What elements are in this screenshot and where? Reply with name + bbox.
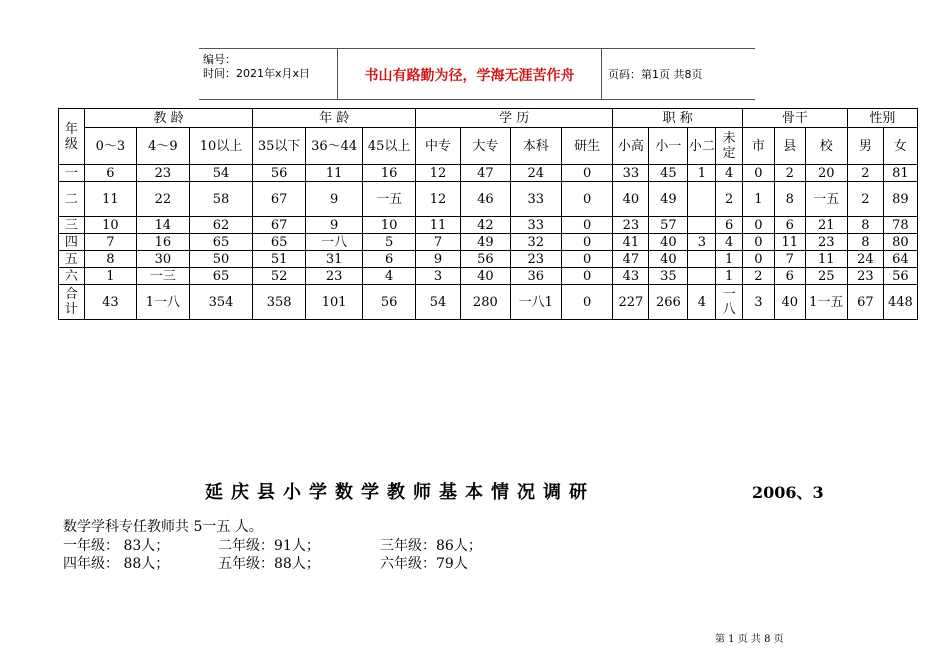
table-cell: 358 [253, 285, 305, 320]
subheader-cell: 女 [883, 128, 917, 165]
table-header-row [59, 109, 918, 128]
table-cell: 23 [510, 251, 561, 268]
table-cell: 4 [363, 268, 415, 285]
table-cell: 33 [613, 165, 649, 182]
page-code: 页码：第1页 共8页 [608, 68, 703, 81]
document-date: 2006、3 [752, 483, 824, 502]
table-cell: 22 [137, 182, 189, 217]
subheader-cell: 研生 [561, 128, 612, 165]
table-cell: 0 [742, 251, 774, 268]
table-cell: 9 [415, 251, 460, 268]
table-cell: 56 [883, 268, 917, 285]
gender-header: 性别 [847, 109, 917, 128]
table-cell: 3 [742, 285, 774, 320]
table-cell: 8 [84, 251, 136, 268]
table-cell: 23 [137, 165, 189, 182]
table-cell: 0 [561, 285, 612, 320]
table-cell: 6 [716, 217, 743, 234]
table-cell: 7 [84, 234, 136, 251]
table-cell: 45 [649, 165, 688, 182]
table-cell: 6 [774, 217, 805, 234]
subheader-cell: 小高 [613, 128, 649, 165]
row-grade-cell: 一 [59, 165, 85, 182]
table-cell: 49 [461, 234, 510, 251]
table-cell: 7 [774, 251, 805, 268]
document-title: 延庆县小学数学教师基本情况调研 [205, 482, 595, 503]
table-cell: 65 [253, 234, 305, 251]
table-cell: 16 [137, 234, 189, 251]
table-cell: 2 [774, 165, 805, 182]
table-row [59, 285, 918, 320]
table-cell: 2 [847, 182, 883, 217]
subheader-cell: 县 [774, 128, 805, 165]
subheader-cell: 4～9 [137, 128, 189, 165]
table-cell: 40 [613, 182, 649, 217]
table-cell: 10 [363, 217, 415, 234]
table-cell: 43 [84, 285, 136, 320]
table-cell: 1一八 [137, 285, 189, 320]
table-cell: 1 [84, 268, 136, 285]
table-cell: 266 [649, 285, 688, 320]
table-cell: 一五 [363, 182, 415, 217]
grade-count-3: 三年级：86人； [380, 538, 482, 554]
table-cell: 0 [561, 182, 612, 217]
table-cell: 354 [189, 285, 253, 320]
subheader-cell: 大专 [461, 128, 510, 165]
table-cell: 14 [137, 217, 189, 234]
table-cell: 50 [189, 251, 253, 268]
table-cell: 0 [561, 217, 612, 234]
subheader-cell: 中专 [415, 128, 460, 165]
table-cell: 280 [461, 285, 510, 320]
table-cell: 23 [613, 217, 649, 234]
table-cell: 40 [649, 234, 688, 251]
education-header: 学 历 [415, 109, 612, 128]
table-cell: 57 [649, 217, 688, 234]
table-cell [688, 268, 716, 285]
subheader-cell: 未定 [716, 128, 743, 165]
subheader-cell: 小二 [688, 128, 716, 165]
table-row [59, 217, 918, 234]
table-cell: 54 [189, 165, 253, 182]
table-cell: 4 [716, 165, 743, 182]
table-cell: 40 [461, 268, 510, 285]
table-cell: 52 [253, 268, 305, 285]
table-cell: 33 [510, 182, 561, 217]
table-cell: 56 [461, 251, 510, 268]
table-cell: 6 [363, 251, 415, 268]
table-cell: 2 [847, 165, 883, 182]
table-cell: 78 [883, 217, 917, 234]
table-cell: 101 [305, 285, 363, 320]
table-cell: 5 [363, 234, 415, 251]
header-page-cell [602, 49, 755, 99]
table-cell: 47 [613, 251, 649, 268]
age-header: 年 龄 [253, 109, 416, 128]
table-cell: 58 [189, 182, 253, 217]
table-cell: 一八1 [510, 285, 561, 320]
motto-text: 书山有路勤为径，学海无涯苦作舟 [364, 68, 575, 84]
table-cell: 11 [415, 217, 460, 234]
subheader-cell: 小一 [649, 128, 688, 165]
table-cell: 0 [742, 165, 774, 182]
row-grade-cell: 合计 [59, 285, 85, 320]
table-cell: 11 [84, 182, 136, 217]
row-grade-cell: 四 [59, 234, 85, 251]
table-cell: 65 [189, 234, 253, 251]
table-cell: 1一五 [805, 285, 847, 320]
table-cell: 3 [688, 234, 716, 251]
table-cell: 20 [805, 165, 847, 182]
table-cell: 0 [742, 234, 774, 251]
table-cell: 6 [774, 268, 805, 285]
table-cell: 81 [883, 165, 917, 182]
table-cell: 42 [461, 217, 510, 234]
subheader-cell: 45以上 [363, 128, 415, 165]
table-cell: 一八 [716, 285, 743, 320]
table-row [59, 234, 918, 251]
table-cell: 8 [774, 182, 805, 217]
table-cell: 2 [716, 182, 743, 217]
table-cell: 0 [561, 165, 612, 182]
table-cell: 4 [716, 234, 743, 251]
doc-time-label: 时间：2021年x月x日 [203, 67, 311, 80]
table-cell: 16 [363, 165, 415, 182]
table-cell: 0 [742, 217, 774, 234]
subheader-cell: 0～3 [84, 128, 136, 165]
table-cell: 35 [649, 268, 688, 285]
table-cell: 49 [649, 182, 688, 217]
row-grade-cell: 三 [59, 217, 85, 234]
table-cell: 1 [716, 251, 743, 268]
table-cell: 1 [742, 182, 774, 217]
table-cell: 11 [805, 251, 847, 268]
table-cell: 3 [415, 268, 460, 285]
subheader-cell: 男 [847, 128, 883, 165]
table-cell: 31 [305, 251, 363, 268]
subheader-cell: 35以下 [253, 128, 305, 165]
table-cell [688, 251, 716, 268]
table-cell: 33 [510, 217, 561, 234]
subheader-cell: 本科 [510, 128, 561, 165]
table-cell: 64 [883, 251, 917, 268]
grade-count-4: 四年级： 88人； [63, 556, 170, 572]
grade-header: 年级 [59, 109, 85, 165]
table-cell: 67 [847, 285, 883, 320]
table-cell: 65 [189, 268, 253, 285]
subheader-cell: 10以上 [189, 128, 253, 165]
table-cell: 9 [305, 182, 363, 217]
table-cell [688, 182, 716, 217]
table-cell: 25 [805, 268, 847, 285]
table-cell: 448 [883, 285, 917, 320]
table-cell: 一五 [805, 182, 847, 217]
table-cell: 43 [613, 268, 649, 285]
table-cell: 9 [305, 217, 363, 234]
table-cell: 10 [84, 217, 136, 234]
table-cell: 8 [847, 217, 883, 234]
table-cell: 4 [688, 285, 716, 320]
table-cell: 56 [253, 165, 305, 182]
subheader-cell: 36～44 [305, 128, 363, 165]
teaching-age-header: 教 龄 [84, 109, 253, 128]
table-cell: 1 [688, 165, 716, 182]
table-cell: 67 [253, 182, 305, 217]
row-grade-cell: 六 [59, 268, 85, 285]
table-cell: 67 [253, 217, 305, 234]
table-cell: 40 [649, 251, 688, 268]
table-cell: 89 [883, 182, 917, 217]
table-cell: 51 [253, 251, 305, 268]
table-cell: 227 [613, 285, 649, 320]
backbone-header: 骨干 [742, 109, 847, 128]
table-cell: 40 [774, 285, 805, 320]
row-grade-cell: 五 [59, 251, 85, 268]
table-cell: 11 [305, 165, 363, 182]
table-cell: 41 [613, 234, 649, 251]
table-cell: 一三 [137, 268, 189, 285]
table-cell: 12 [415, 182, 460, 217]
table-row [59, 268, 918, 285]
subheader-cell: 市 [742, 128, 774, 165]
table-cell: 8 [847, 234, 883, 251]
table-cell: 21 [805, 217, 847, 234]
table-cell: 24 [510, 165, 561, 182]
table-cell: 11 [774, 234, 805, 251]
row-grade-cell: 二 [59, 182, 85, 217]
grade-count-1: 一年级： 83人； [63, 538, 170, 554]
table-cell: 56 [363, 285, 415, 320]
header-motto-cell [338, 49, 602, 99]
table-row [59, 165, 918, 182]
table-row [59, 182, 918, 217]
table-cell: 7 [415, 234, 460, 251]
doc-code-label: 编号： [203, 53, 236, 66]
grade-count-5: 五年级：88人； [218, 556, 320, 572]
table-cell: 47 [461, 165, 510, 182]
table-row [59, 251, 918, 268]
title-rank-header: 职 称 [613, 109, 743, 128]
table-cell: 36 [510, 268, 561, 285]
table-cell: 6 [84, 165, 136, 182]
table-cell: 23 [847, 268, 883, 285]
table-cell: 24 [847, 251, 883, 268]
table-cell: 30 [137, 251, 189, 268]
table-cell: 0 [561, 251, 612, 268]
grade-count-2: 二年级：91人； [218, 538, 320, 554]
table-cell: 46 [461, 182, 510, 217]
table-cell: 62 [189, 217, 253, 234]
table-cell [688, 217, 716, 234]
subheader-cell: 校 [805, 128, 847, 165]
table-cell: 12 [415, 165, 460, 182]
table-cell: 23 [805, 234, 847, 251]
table-subheader-row [59, 128, 918, 165]
document-header [199, 48, 755, 100]
table-cell: 54 [415, 285, 460, 320]
table-cell: 80 [883, 234, 917, 251]
table-cell: 1 [716, 268, 743, 285]
table-cell: 0 [561, 268, 612, 285]
header-meta-cell [199, 49, 338, 99]
table-cell: 0 [561, 234, 612, 251]
table-cell: 2 [742, 268, 774, 285]
teacher-stats-table [58, 108, 918, 320]
total-teachers-line: 数学学科专任教师共 5一五 人。 [63, 519, 263, 535]
table-cell: 23 [305, 268, 363, 285]
page-footer: 第 1 页 共 8 页 [715, 634, 784, 645]
grade-count-6: 六年级：79人 [380, 556, 468, 572]
table-cell: 32 [510, 234, 561, 251]
table-cell: 一八 [305, 234, 363, 251]
